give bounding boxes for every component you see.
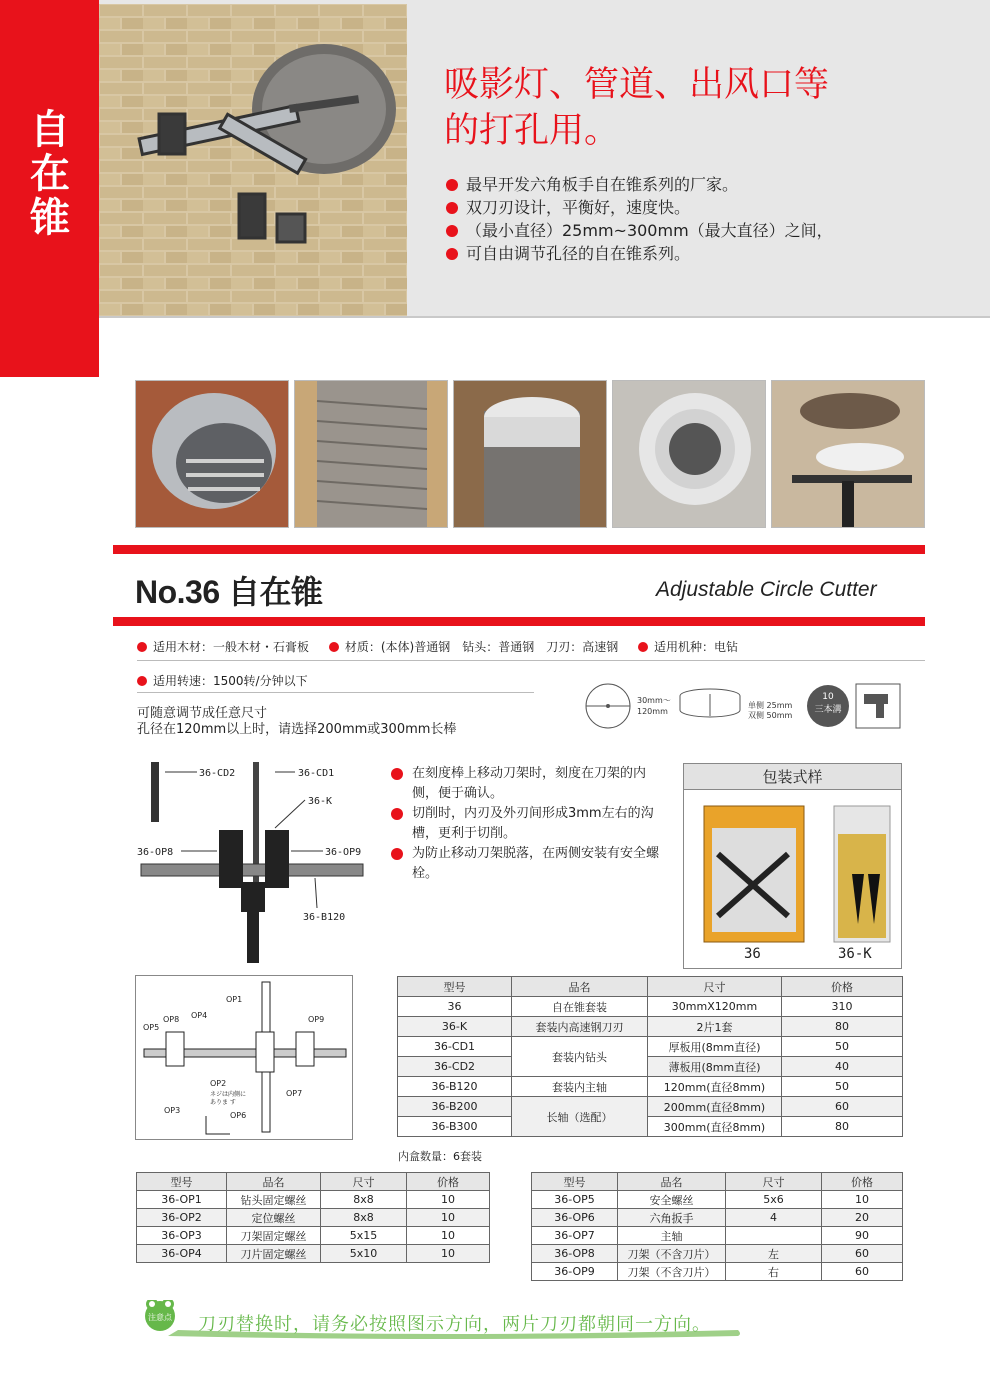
- cell-model: 36: [398, 997, 512, 1017]
- feature-item: 切削时，内刃及外刃间形成3mm左右的沟槽，更利于切削。: [390, 804, 670, 844]
- label-op8: 36-OP8: [137, 847, 174, 858]
- label-op1: OP1: [226, 995, 243, 1004]
- col-header: 价格: [407, 1173, 490, 1191]
- divider: [137, 692, 534, 693]
- hero-title-line2: 的打孔用。: [444, 111, 620, 151]
- cell-size: 30mmX120mm: [648, 997, 782, 1017]
- cell-price: 60: [782, 1097, 903, 1117]
- table-row: [532, 1227, 903, 1245]
- table-row: [398, 1077, 903, 1097]
- col-header: 价格: [822, 1173, 903, 1191]
- cell-price: 60: [822, 1245, 903, 1263]
- cell-price: 80: [782, 1117, 903, 1137]
- col-header: 品名: [227, 1173, 321, 1191]
- table-row: [137, 1227, 490, 1245]
- cell-size: 厚板用(8mm直径): [648, 1037, 782, 1057]
- label-cd1: 36-CD1: [298, 768, 335, 779]
- cell-name: 定位螺丝: [227, 1209, 321, 1227]
- cell-name: 套装内高速钢刀刃: [512, 1017, 648, 1037]
- hero-title: [444, 62, 829, 154]
- cell-name: 刀架（不含刀片）: [618, 1245, 726, 1263]
- table-row: [532, 1209, 903, 1227]
- label-op7: OP7: [286, 1089, 303, 1098]
- table-row: [398, 1057, 903, 1077]
- cell-price: 90: [822, 1227, 903, 1245]
- cell-size: 300mm(直径8mm): [648, 1117, 782, 1137]
- packaging-images: [684, 794, 901, 944]
- product-subtitle: Adjustable Circle Cutter: [656, 578, 877, 601]
- side-tab: [0, 0, 99, 377]
- cell-price: 310: [782, 997, 903, 1017]
- title-rule-top: [113, 545, 925, 554]
- cell-price: 80: [782, 1017, 903, 1037]
- inner-box-count: 内盒数量：6套装: [398, 1150, 482, 1163]
- note-line: 孔径在120mm以上时，请选择200mm或300mm长棒: [137, 722, 457, 737]
- hero-bullet-continued: 可自由调节孔径的自在锥系列。: [444, 242, 833, 265]
- hero-bullet: 最早开发六角板手自在锥系列的厂家。: [444, 173, 833, 196]
- cell-price: 50: [782, 1037, 903, 1057]
- cell-size: 200mm(直径8mm): [648, 1097, 782, 1117]
- cell-name: 长轴（选配）: [512, 1097, 648, 1137]
- table-row: [398, 1017, 903, 1037]
- table-row: [398, 997, 903, 1017]
- cell-model: 36-OP4: [137, 1245, 227, 1263]
- badge-text: 三本溝: [814, 705, 842, 715]
- cell-price: 10: [822, 1191, 903, 1209]
- cell-model: 36-OP1: [137, 1191, 227, 1209]
- cell-name: 主轴: [618, 1227, 726, 1245]
- exploded-diagram: [135, 975, 353, 1140]
- cell-price: 20: [822, 1209, 903, 1227]
- label-k: 36-K: [308, 796, 333, 807]
- cell-model: 36-OP2: [137, 1209, 227, 1227]
- col-header: 品名: [512, 977, 648, 997]
- label-op8: OP8: [163, 1015, 180, 1024]
- cell-name: 刀架（不含刀片）: [618, 1263, 726, 1281]
- cell-model: 36-CD2: [398, 1057, 512, 1077]
- label-op2-note1: ネジは内側に: [210, 1091, 247, 1098]
- cell-name: 刀片固定螺丝: [227, 1245, 321, 1263]
- notes: [137, 706, 456, 738]
- cell-size: 4: [726, 1209, 822, 1227]
- cell-name: 套装内主轴: [512, 1077, 648, 1097]
- part-diagram: [135, 758, 375, 973]
- col-header: 品名: [618, 1173, 726, 1191]
- cell-name: 刀架固定螺丝: [227, 1227, 321, 1245]
- cell-size: 右: [726, 1263, 822, 1281]
- cell-size: 8x8: [321, 1209, 407, 1227]
- col-header: 价格: [782, 977, 903, 997]
- spec-diagram: [580, 682, 910, 732]
- col-header: 型号: [532, 1173, 618, 1191]
- table-row: [398, 1037, 903, 1057]
- parts-table-left: [136, 1172, 490, 1263]
- cell-name: 六角扳手: [618, 1209, 726, 1227]
- product-title: No.36 自在锥: [135, 574, 323, 610]
- cell-size: 5x6: [726, 1191, 822, 1209]
- cell-name: 套装内钻头: [512, 1037, 648, 1077]
- packaging-box: [683, 763, 902, 969]
- col-header: 尺寸: [648, 977, 782, 997]
- cell-model: 36-B120: [398, 1077, 512, 1097]
- photo-pipe-floor: [453, 380, 607, 528]
- cell-model: 36-B200: [398, 1097, 512, 1117]
- packaging-label-36k: 36-K: [838, 946, 872, 962]
- feature-item: 为防止移动刀架脱落，在两侧安装有安全螺栓。: [390, 844, 670, 884]
- feature-list: [390, 764, 670, 884]
- cell-name: 钻头固定螺丝: [227, 1191, 321, 1209]
- spec-construction: 材质：(本体)普通钢 钻头：普通钢 刀刃：高速钢: [344, 640, 619, 654]
- col-header: 型号: [137, 1173, 227, 1191]
- bullet-dot: [329, 642, 339, 652]
- cell-size: 2片1套: [648, 1017, 782, 1037]
- spec-line-2: [137, 672, 308, 689]
- main-price-table: [397, 976, 903, 1137]
- application-photos: [135, 380, 926, 528]
- label-op2-note2: ありま す: [210, 1099, 236, 1106]
- label-op5: OP5: [143, 1023, 160, 1032]
- spec-line-1: [137, 638, 738, 655]
- diameter-range-top: 30mm～: [637, 696, 671, 705]
- cell-size: 5x10: [321, 1245, 407, 1263]
- label-op2: OP2: [210, 1079, 227, 1088]
- cell-name: 自在锥套装: [512, 997, 648, 1017]
- cell-size: 薄板用(8mm直径): [648, 1057, 782, 1077]
- cell-price: 60: [822, 1263, 903, 1281]
- note-line: 可随意调节成任意尺寸: [137, 706, 268, 721]
- photo-pipe: [294, 380, 448, 528]
- cell-model: 36-OP8: [532, 1245, 618, 1263]
- cell-model: 36-OP9: [532, 1263, 618, 1281]
- side-tab-label: 自在锥: [30, 107, 70, 241]
- cell-size: 120mm(直径8mm): [648, 1077, 782, 1097]
- cell-size: [726, 1227, 822, 1245]
- bullet-dot: [137, 642, 147, 652]
- table-row: [532, 1263, 903, 1281]
- spec-material: 适用木材：一般木材・石膏板: [153, 640, 310, 654]
- hero-title-line1: 吸影灯、管道、出风口等: [444, 65, 830, 105]
- bullet-dot: [137, 676, 147, 686]
- cell-price: 10: [407, 1245, 490, 1263]
- feature-item: 在刻度棒上移动刀架时，刻度在刀架的内侧，便于确认。: [390, 764, 670, 804]
- depth-single: 单侧 25mm: [748, 701, 793, 710]
- caution-badge: 注意点: [148, 1313, 172, 1322]
- photo-vent-hood: [135, 380, 289, 528]
- cell-price: 10: [407, 1191, 490, 1209]
- label-op4: OP4: [191, 1011, 208, 1020]
- cell-model: 36-B300: [398, 1117, 512, 1137]
- photo-ceiling-cut: [771, 380, 925, 528]
- label-op9: OP9: [308, 1015, 325, 1024]
- col-header: 型号: [398, 977, 512, 997]
- cell-model: 36-K: [398, 1017, 512, 1037]
- label-op9: 36-OP9: [325, 847, 362, 858]
- hero-bullet: （最小直径）25mm~300mm（最大直径）之间，: [444, 219, 833, 242]
- label-op3: OP3: [164, 1106, 181, 1115]
- spec-tool: 适用机种：电钻: [654, 640, 739, 654]
- table-row: [398, 1117, 903, 1137]
- label-b120: 36-B120: [303, 912, 346, 923]
- packaging-label-36: 36: [744, 946, 761, 962]
- title-rule-bottom: [113, 617, 925, 626]
- cell-price: 10: [407, 1227, 490, 1245]
- parts-table-right: [531, 1172, 903, 1281]
- cell-size: 8x8: [321, 1191, 407, 1209]
- label-cd2: 36-CD2: [199, 768, 236, 779]
- cell-price: 40: [782, 1057, 903, 1077]
- cell-size: 5x15: [321, 1227, 407, 1245]
- bullet-dot: [638, 642, 648, 652]
- spec-speed: 适用转速：1500转/分钟以下: [153, 674, 308, 688]
- cell-name: 安全螺丝: [618, 1191, 726, 1209]
- col-header: 尺寸: [321, 1173, 407, 1191]
- cell-model: 36-CD1: [398, 1037, 512, 1057]
- cell-price: 50: [782, 1077, 903, 1097]
- diameter-range-bottom: 120mm: [637, 707, 668, 716]
- table-row: [137, 1209, 490, 1227]
- label-op6: OP6: [230, 1111, 247, 1120]
- table-row: [532, 1191, 903, 1209]
- col-header: 尺寸: [726, 1173, 822, 1191]
- caution-text: 刀刃替换时，请务必按照图示方向，两片刀刃都朝同一方向。: [198, 1314, 711, 1335]
- hero-bullet-list: [444, 173, 833, 265]
- cell-size: 左: [726, 1245, 822, 1263]
- cell-price: 10: [407, 1209, 490, 1227]
- badge-number: 10: [822, 692, 834, 702]
- table-row: [137, 1245, 490, 1263]
- hero-photo: [99, 4, 407, 316]
- divider: [137, 660, 925, 661]
- packaging-header: 包装式样: [684, 764, 901, 790]
- cell-model: 36-OP7: [532, 1227, 618, 1245]
- depth-double: 双侧 50mm: [748, 711, 793, 720]
- cell-model: 36-OP6: [532, 1209, 618, 1227]
- cell-model: 36-OP3: [137, 1227, 227, 1245]
- table-row: [137, 1191, 490, 1209]
- hero-bullet: 双刀刃设计，平衡好，速度快。: [444, 196, 833, 219]
- table-row: [532, 1245, 903, 1263]
- table-row: [398, 1097, 903, 1117]
- cell-model: 36-OP5: [532, 1191, 618, 1209]
- photo-duct-outlet: [612, 380, 766, 528]
